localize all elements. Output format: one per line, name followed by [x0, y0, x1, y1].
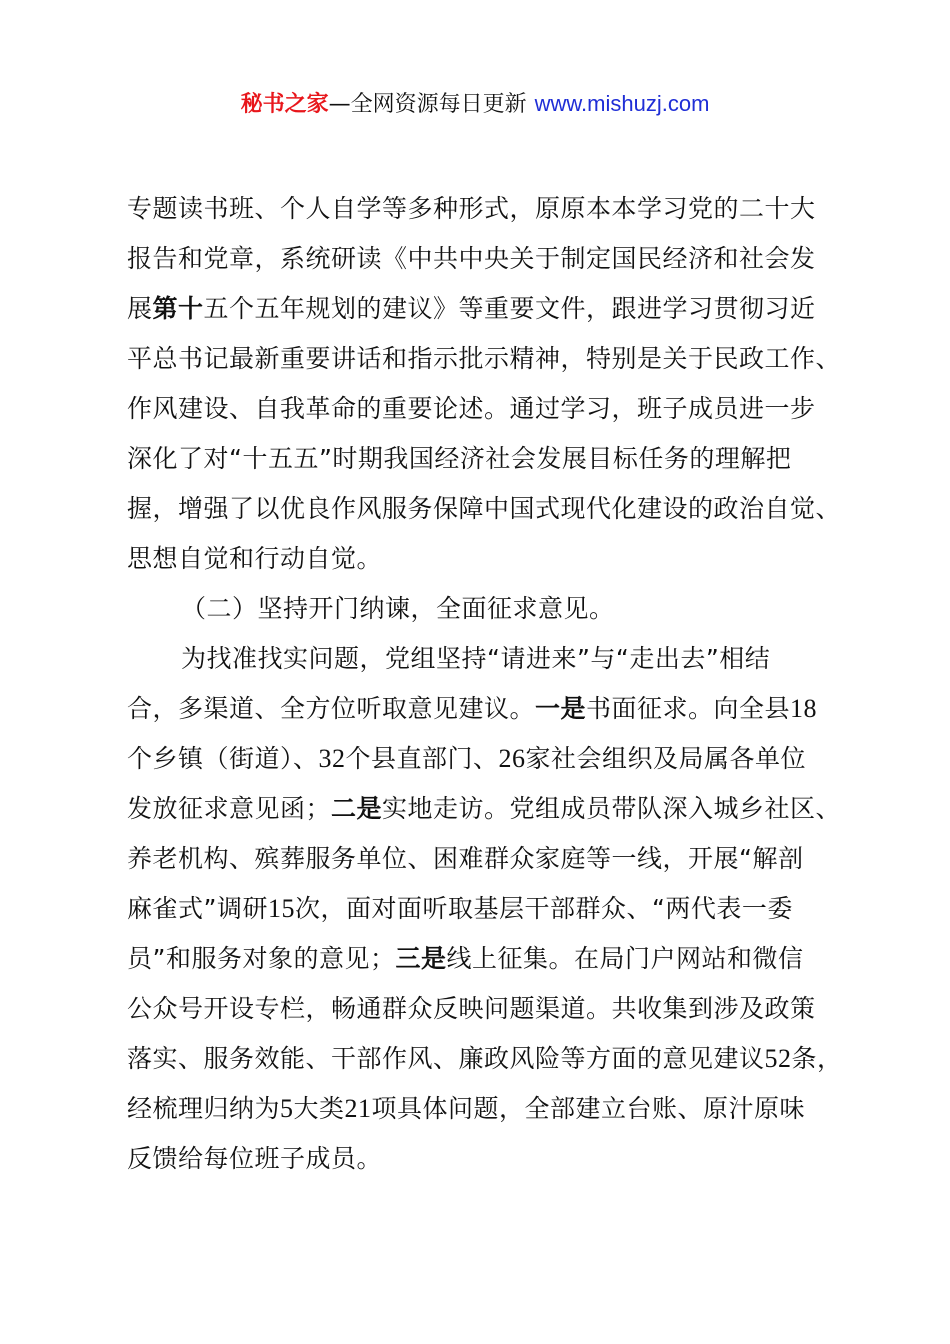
number: 52: [764, 1044, 792, 1073]
page-header: [0, 86, 950, 123]
text-line: 经梳理归纳为5大类21项具体问题，全部建立台账、原汁原味: [127, 1094, 806, 1123]
text-line: 报告和党章，系统研读《中共中央关于制定国民经济和社会发: [127, 244, 816, 273]
text-line: 作风建设、自我革命的重要论述。通过学习，班子成员进一步: [127, 394, 816, 423]
number: 26: [498, 744, 526, 773]
bold-emphasis: 二是: [331, 794, 383, 823]
document-body: [127, 184, 867, 1184]
text-line: 为找准找实问题，党组坚持“请进来”与“走出去”相结: [181, 644, 771, 673]
text-line: 专题读书班、个人自学等多种形式，原原本本学习党的二十大: [127, 194, 816, 223]
number: 32: [318, 744, 346, 773]
section-heading: （二）坚持开门纳谏，全面征求意见。: [181, 594, 615, 623]
text-line: 合，多渠道、全方位听取意见建议。一是书面征求。向全县18: [127, 694, 818, 723]
text-line: 深化了对“十五五”时期我国经济社会发展目标任务的理解把: [127, 444, 792, 473]
bold-emphasis: 一是: [535, 694, 587, 723]
site-url-link[interactable]: www.mishuzj.com: [534, 91, 710, 116]
text-line: 养老机构、殡葬服务单位、困难群众家庭等一线，开展“解剖: [127, 844, 804, 873]
bold-emphasis: 三是: [395, 944, 447, 973]
text-line: 个乡镇（街道）、32个县直部门、26家社会组织及局属各单位: [127, 744, 807, 773]
text-line: 落实、服务效能、干部作风、廉政风险等方面的意见建议52条，: [127, 1044, 843, 1073]
number: 21: [344, 1094, 372, 1123]
header-tagline: —全网资源每日更新: [328, 92, 527, 117]
text-line: 握，增强了以优良作风服务保障中国式现代化建设的政治自觉、: [127, 494, 842, 523]
text-line: 思想自觉和行动自觉。: [127, 544, 383, 573]
text-line: 公众号开设专栏，畅通群众反映问题渠道。共收集到涉及政策: [127, 994, 816, 1023]
text-line: 反馈给每位班子成员。: [127, 1144, 383, 1173]
brand-name: 秘书之家: [240, 92, 329, 117]
text-line: 麻雀式”调研15次，面对面听取基层干部群众、“两代表一委: [127, 894, 793, 923]
text-line: 发放征求意见函；二是实地走访。党组成员带队深入城乡社区、: [127, 794, 842, 823]
number: 5: [280, 1094, 294, 1123]
text-line: 展第十五个五年规划的建议》等重要文件，跟进学习贯彻习近: [127, 294, 816, 323]
number: 18: [790, 694, 818, 723]
number: 15: [267, 894, 295, 923]
bold-emphasis: 第十: [152, 294, 204, 323]
text-line: 平总书记最新重要讲话和指示批示精神，特别是关于民政工作、: [127, 344, 842, 373]
text-line: 员”和服务对象的意见；三是线上征集。在局门户网站和微信: [127, 944, 804, 973]
